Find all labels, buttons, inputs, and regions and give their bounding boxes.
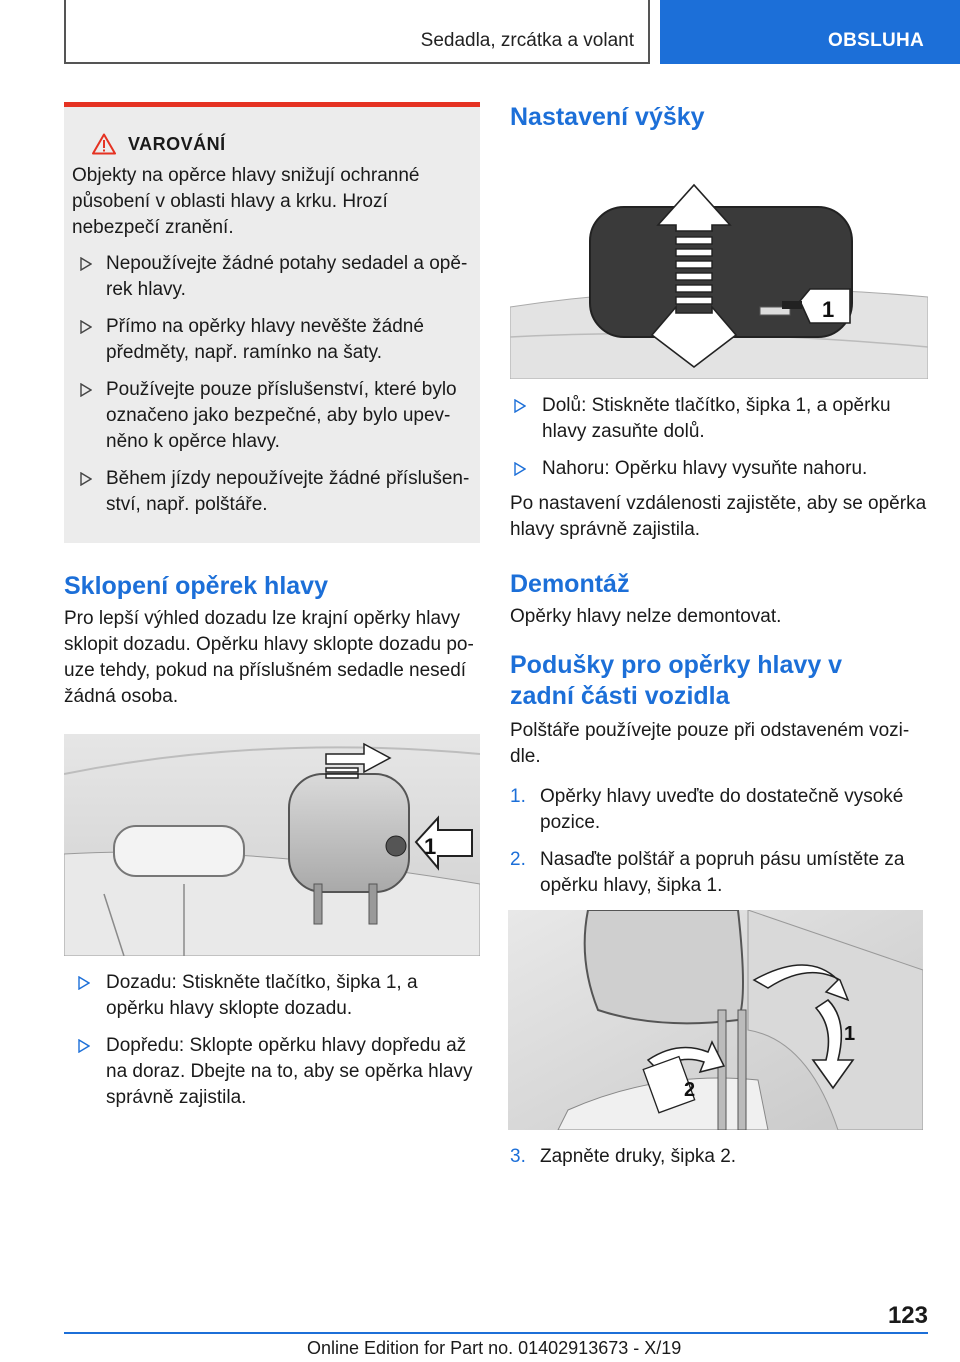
bullet-triangle-icon (514, 462, 526, 476)
sklopeni-list (64, 970, 480, 1111)
page-header (0, 0, 960, 66)
chapter-tab-label: OBSLUHA (828, 30, 925, 51)
warning-triangle-icon (92, 133, 116, 155)
list-item: Dopředu: Sklopte opěrku hlavy dopředu až na doraz. Dbejte na to, aby se opěrka hlavy správně zajistila. (64, 1033, 480, 1111)
list-item: Nepoužívejte žádné potahy sedadel a opěrek hlavy. (72, 251, 470, 303)
nastaveni-list (510, 393, 928, 482)
figure-tilt-headrest (64, 734, 480, 956)
cushion-illustration (508, 910, 923, 1130)
bullet-triangle-icon (78, 976, 90, 990)
heading-podusky: Podušky pro opěrky hlavy v zadní části vozidla (510, 651, 843, 710)
podusky-steps (510, 784, 928, 899)
list-item: Během jízdy nepoužívejte žádné příslušenství, např. polštáře. (72, 466, 470, 518)
svg-text:1: 1 (822, 297, 835, 322)
warning-list (72, 251, 470, 518)
podusky-text: Polštáře používejte pouze při odstaveném vozidle. (510, 720, 910, 767)
section-title: Sedadla, zrcátka a volant (420, 30, 634, 51)
svg-text:1: 1 (424, 834, 437, 859)
bullet-triangle-icon (78, 1039, 90, 1053)
figure-height-adjust (510, 157, 928, 379)
heading-sklopeni: Sklopení opěrek hlavy (64, 572, 328, 600)
bullet-triangle-icon (80, 257, 92, 271)
svg-text:2: 2 (684, 1079, 696, 1101)
nastaveni-after-text: Po nastavení vzdálenosti zajistěte, aby se opěrka hlavy správně zajistila. (510, 493, 927, 540)
sklopeni-text: Pro lepší výhled dozadu lze krajní opěrky hlavy sklopit dozadu. Opěrku hlavy sklopte dozadu pouze tehdy, pokud na příslušném sedadle nesedí žádná osoba. (64, 608, 474, 707)
warning-box (64, 102, 480, 543)
page-footer (0, 1300, 960, 1362)
tilt-headrest-illustration (64, 734, 480, 956)
bullet-triangle-icon (80, 320, 92, 334)
podusky-steps-cont (510, 1144, 928, 1170)
edition-text: Online Edition for Part no. 01402913673 - X/19 (307, 1338, 682, 1358)
heading-demontaz: Demontáž (510, 570, 630, 598)
bullet-triangle-icon (514, 399, 526, 413)
demontaz-text: Opěrky hlavy nelze demontovat. (510, 606, 782, 627)
bullet-triangle-icon (80, 472, 92, 486)
list-item: Nahoru: Opěrku hlavy vysuňte nahoru. (510, 456, 928, 482)
height-adjust-illustration (510, 157, 928, 379)
page-number: 123 (887, 1302, 928, 1329)
list-item: 1. Opěrky hlavy uveďte do dostatečně vysoké pozice. (510, 786, 904, 833)
list-item: 3. Zapněte druky, šipka 2. (510, 1146, 737, 1167)
warning-text: Objekty na opěrce hlavy snižují ochranné působení v oblasti hlavy a krku. Hrozí nebezpečí zranění. (72, 165, 420, 238)
warning-title: VAROVÁNÍ (128, 133, 226, 154)
list-item: Dolů: Stiskněte tlačítko, šipka 1, a opěrku hlavy zasuňte dolů. (510, 393, 928, 445)
section-title-box (64, 0, 650, 64)
svg-text:1: 1 (844, 1023, 856, 1045)
list-item: Přímo na opěrky hlavy nevěšte žádné předměty, např. ramínko na šaty. (72, 314, 470, 366)
heading-nastaveni: Nastavení výšky (510, 103, 705, 131)
figure-cushion (508, 910, 923, 1130)
list-item: Používejte pouze příslušenství, které bylo označeno jako bezpečné, aby bylo upevněno k opěrce hlavy. (72, 377, 470, 455)
right-column (510, 100, 928, 1181)
list-item: 2. Nasaďte polštář a popruh pásu umístěte za opěrku hlavy, šipka 1. (510, 849, 905, 896)
list-item: Dozadu: Stiskněte tlačítko, šipka 1, a opěrku hlavy sklopte dozadu. (64, 970, 480, 1022)
warning-header (92, 133, 470, 155)
bullet-triangle-icon (80, 383, 92, 397)
chapter-tab[interactable] (660, 0, 960, 64)
footer-divider (64, 1332, 928, 1334)
left-column (64, 102, 480, 1122)
